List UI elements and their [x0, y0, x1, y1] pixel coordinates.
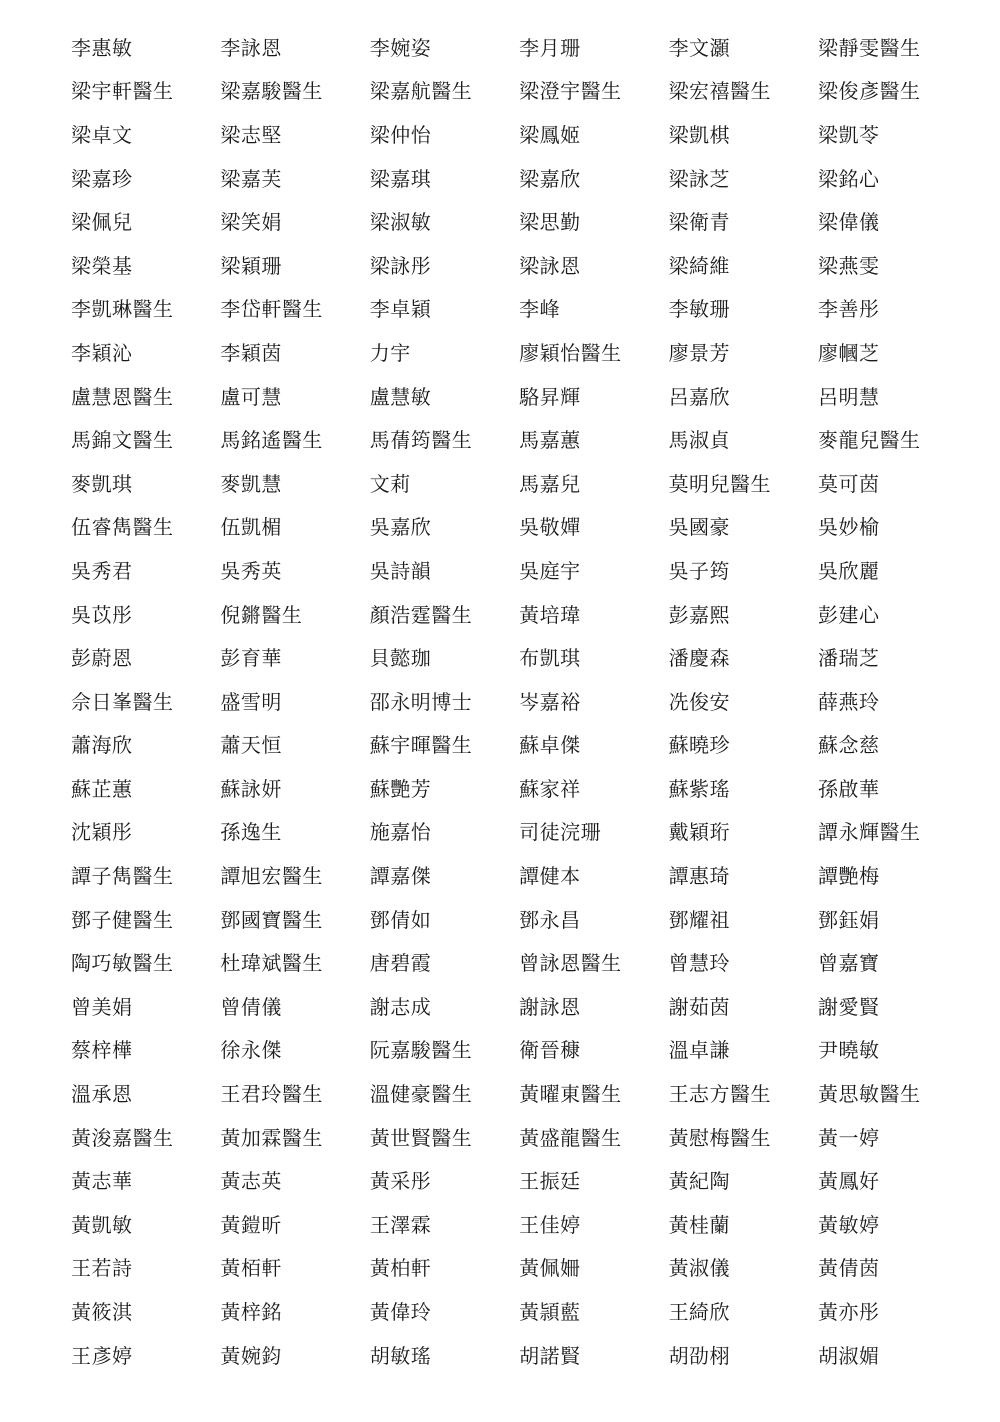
name-entry: 黃思敏醫生: [817, 1082, 921, 1107]
name-entry: 黃桂蘭: [668, 1212, 731, 1237]
name-entry: 鄧倩如: [369, 907, 432, 932]
name-entry: 馬銘遙醫生: [220, 428, 323, 453]
name-entry: 黃一婷: [817, 1125, 880, 1150]
name-entry: 孫逸生: [220, 820, 282, 845]
name-entry: 黃盛龍醫生: [519, 1125, 622, 1150]
name-entry: 彭蔚恩: [71, 646, 133, 671]
name-entry: 譚艷梅: [817, 864, 880, 889]
name-entry: 黃鳳好: [817, 1169, 880, 1194]
name-entry: 李婉姿: [369, 35, 432, 60]
name-entry: 梁俊彥醫生: [817, 79, 921, 104]
name-entry: 譚健本: [519, 864, 581, 889]
name-entry: 溫承恩: [71, 1082, 133, 1107]
name-entry: 黃培瑋: [519, 602, 581, 627]
name-entry: 黃紀陶: [668, 1169, 731, 1194]
name-entry: 黃曜東醫生: [519, 1082, 622, 1107]
name-entry: 梁宏禧醫生: [668, 79, 772, 104]
name-entry: 倪鏘醫生: [220, 602, 303, 627]
name-entry: 潘瑞芝: [817, 646, 880, 671]
name-entry: 黃志英: [220, 1169, 282, 1194]
name-entry: 黃梓銘: [220, 1300, 282, 1325]
name-entry: 鄧永昌: [519, 907, 581, 932]
name-entry: 梁宇軒醫生: [71, 79, 174, 104]
name-entry: 譚嘉傑: [369, 864, 432, 889]
name-entry: 李惠敏: [71, 35, 133, 60]
name-entry: 盧慧敏: [369, 384, 432, 409]
name-entry: 譚子雋醫生: [71, 864, 174, 889]
name-entry: 莫可茵: [817, 471, 880, 496]
name-entry: 梁淑敏: [369, 210, 432, 235]
name-entry: 黃筱淇: [71, 1300, 133, 1325]
name-entry: 蘇念慈: [817, 733, 880, 758]
name-entry: 阮嘉駿醫生: [369, 1038, 473, 1063]
name-entry: 吳敬嬋: [519, 515, 581, 540]
name-entry: 黃采彤: [369, 1169, 432, 1194]
name-entry: 黃慰梅醫生: [668, 1125, 772, 1150]
name-entry: 蘇芷蕙: [71, 776, 133, 801]
name-entry: 王志方醫生: [668, 1082, 772, 1107]
name-entry: 吳妙榆: [817, 515, 880, 540]
name-entry: 吳詩韻: [369, 558, 432, 583]
name-entry: 蘇家祥: [519, 776, 581, 801]
name-entry: 黃淑儀: [668, 1256, 731, 1281]
name-entry: 蘇曉珍: [668, 733, 731, 758]
name-entry: 胡淑媚: [817, 1343, 880, 1368]
name-entry: 梁嘉航醫生: [369, 79, 473, 104]
name-entry: 梁詠恩: [519, 253, 581, 278]
name-entry: 鄧耀祖: [668, 907, 731, 932]
name-entry: 黃浚嘉醫生: [71, 1125, 174, 1150]
name-entry: 黃凱敏: [71, 1212, 133, 1237]
name-entry: 王振廷: [519, 1169, 581, 1194]
name-entry: 李敏珊: [668, 297, 731, 322]
name-entry: 黃倩茵: [817, 1256, 880, 1281]
names-grid: [71, 26, 971, 1377]
name-entry: 吳欣麗: [817, 558, 880, 583]
name-entry: 黃頴藍: [519, 1300, 581, 1325]
name-entry: 蘇卓傑: [519, 733, 581, 758]
name-entry: 廖幗芝: [817, 340, 880, 365]
name-entry: 梁嘉欣: [519, 166, 581, 191]
name-entry: 吳庭宇: [519, 558, 581, 583]
name-entry: 曾慧玲: [668, 951, 731, 976]
name-entry: 王佳婷: [519, 1212, 581, 1237]
name-entry: 王澤霖: [369, 1212, 432, 1237]
name-entry: 黃偉玲: [369, 1300, 432, 1325]
name-entry: 梁嘉芙: [220, 166, 282, 191]
name-entry: 梁燕雯: [817, 253, 880, 278]
name-entry: 鄧子健醫生: [71, 907, 174, 932]
name-entry: 梁澄宇醫生: [519, 79, 622, 104]
name-entry: 胡諾賢: [519, 1343, 581, 1368]
name-entry: 黃加霖醫生: [220, 1125, 323, 1150]
name-entry: 李峰: [519, 297, 561, 322]
name-entry: 衛晉穅: [519, 1038, 581, 1063]
name-entry: 梁仲怡: [369, 122, 432, 147]
name-entry: 吳苡彤: [71, 602, 133, 627]
name-entry: 梁嘉珍: [71, 166, 133, 191]
name-entry: 鄧國寶醫生: [220, 907, 323, 932]
name-entry: 黃柏軒: [369, 1256, 432, 1281]
name-entry: 謝茹茵: [668, 994, 731, 1019]
name-entry: 譚惠琦: [668, 864, 731, 889]
name-entry: 陶巧敏醫生: [71, 951, 174, 976]
name-entry: 麥凱琪: [71, 471, 133, 496]
name-entry: 李詠恩: [220, 35, 282, 60]
name-entry: 廖穎怡醫生: [519, 340, 622, 365]
name-entry: 吳秀英: [220, 558, 282, 583]
name-entry: 黃敏婷: [817, 1212, 880, 1237]
name-entry: 吳嘉欣: [369, 515, 432, 540]
name-entry: 吳國豪: [668, 515, 731, 540]
name-entry: 蔡梓樺: [71, 1038, 133, 1063]
name-entry: 梁凱棋: [668, 122, 731, 147]
name-entry: 王君玲醫生: [220, 1082, 323, 1107]
name-entry: 王綺欣: [668, 1300, 731, 1325]
name-entry: 布凱琪: [519, 646, 581, 671]
name-entry: 梁卓文: [71, 122, 133, 147]
name-entry: 呂嘉欣: [668, 384, 731, 409]
name-entry: 李穎茵: [220, 340, 282, 365]
name-entry: 吳子筠: [668, 558, 731, 583]
name-entry: 梁佩兒: [71, 210, 133, 235]
name-entry: 麥凱慧: [220, 471, 282, 496]
name-entry: 王彥婷: [71, 1343, 133, 1368]
name-entry: 蘇詠妍: [220, 776, 282, 801]
name-entry: 施嘉怡: [369, 820, 432, 845]
name-entry: 譚永輝醫生: [817, 820, 921, 845]
name-entry: 黃志華: [71, 1169, 133, 1194]
name-entry: 曾美娟: [71, 994, 133, 1019]
name-entry: 黃佩姍: [519, 1256, 581, 1281]
name-entry: 李穎沁: [71, 340, 133, 365]
name-entry: 梁思勤: [519, 210, 581, 235]
name-entry: 蕭天恒: [220, 733, 282, 758]
name-entry: 梁詠彤: [369, 253, 432, 278]
name-entry: 梁嘉琪: [369, 166, 432, 191]
name-entry: 馬嘉蕙: [519, 428, 581, 453]
name-entry: 駱昇輝: [519, 384, 581, 409]
name-entry: 麥龍兒醫生: [817, 428, 921, 453]
name-entry: 溫健豪醫生: [369, 1082, 473, 1107]
name-entry: 杜瑋斌醫生: [220, 951, 323, 976]
name-entry: 謝愛賢: [817, 994, 880, 1019]
name-entry: 梁靜雯醫生: [817, 35, 921, 60]
name-entry: 戴穎珩: [668, 820, 731, 845]
name-entry: 謝詠恩: [519, 994, 581, 1019]
name-entry: 盧可慧: [220, 384, 282, 409]
name-entry: 薛燕玲: [817, 689, 880, 714]
name-entry: 曾嘉寶: [817, 951, 880, 976]
name-entry: 梁榮基: [71, 253, 133, 278]
name-entry: 吳秀君: [71, 558, 133, 583]
name-entry: 顏浩霆醫生: [369, 602, 473, 627]
name-entry: 廖景芳: [668, 340, 731, 365]
name-entry: 呂明慧: [817, 384, 880, 409]
name-entry: 馬蒨筠醫生: [369, 428, 473, 453]
name-entry: 盧慧恩醫生: [71, 384, 174, 409]
name-entry: 梁嘉駿醫生: [220, 79, 323, 104]
name-entry: 王若詩: [71, 1256, 133, 1281]
name-entry: 潘慶森: [668, 646, 731, 671]
name-entry: 唐碧霞: [369, 951, 432, 976]
name-entry: 胡敏瑤: [369, 1343, 432, 1368]
name-entry: 佘日峯醫生: [71, 689, 174, 714]
name-entry: 力宇: [369, 340, 411, 365]
name-entry: 黃世賢醫生: [369, 1125, 473, 1150]
name-entry: 冼俊安: [668, 689, 731, 714]
name-entry: 鄧鈺娟: [817, 907, 880, 932]
name-entry: 黃婉鈞: [220, 1343, 282, 1368]
name-entry: 貝懿珈: [369, 646, 432, 671]
name-entry: 梁鳳姬: [519, 122, 581, 147]
name-entry: 李月珊: [519, 35, 581, 60]
name-entry: 岑嘉裕: [519, 689, 581, 714]
name-entry: 李卓穎: [369, 297, 432, 322]
name-entry: 蘇紫瑤: [668, 776, 731, 801]
name-entry: 彭育華: [220, 646, 282, 671]
name-entry: 曾倩儀: [220, 994, 282, 1019]
name-entry: 梁衛青: [668, 210, 731, 235]
name-entry: 梁志堅: [220, 122, 282, 147]
name-entry: 馬嘉兒: [519, 471, 581, 496]
name-entry: 馬淑貞: [668, 428, 731, 453]
name-entry: 黃亦彤: [817, 1300, 880, 1325]
name-entry: 李文灝: [668, 35, 731, 60]
name-entry: 謝志成: [369, 994, 432, 1019]
name-entry: 徐永傑: [220, 1038, 282, 1063]
name-entry: 彭嘉熙: [668, 602, 731, 627]
name-entry: 李岱軒醫生: [220, 297, 323, 322]
name-entry: 沈穎彤: [71, 820, 133, 845]
name-entry: 邵永明博士: [369, 689, 473, 714]
name-entry: 伍睿雋醫生: [71, 515, 174, 540]
name-entry: 梁穎珊: [220, 253, 282, 278]
name-entry: 梁凱苓: [817, 122, 880, 147]
name-entry: 梁笑娟: [220, 210, 282, 235]
name-entry: 梁詠芝: [668, 166, 731, 191]
name-entry: 李凱琳醫生: [71, 297, 174, 322]
name-entry: 譚旭宏醫生: [220, 864, 323, 889]
name-entry: 黃栢軒: [220, 1256, 282, 1281]
name-entry: 文莉: [369, 471, 411, 496]
name-entry: 蘇宇暉醫生: [369, 733, 473, 758]
name-entry: 馬錦文醫生: [71, 428, 174, 453]
name-entry: 莫明兒醫生: [668, 471, 772, 496]
name-entry: 蘇艷芳: [369, 776, 432, 801]
name-entry: 蕭海欣: [71, 733, 133, 758]
name-entry: 李善彤: [817, 297, 880, 322]
name-entry: 溫卓謙: [668, 1038, 731, 1063]
name-entry: 盛雪明: [220, 689, 282, 714]
name-entry: 彭建心: [817, 602, 880, 627]
name-entry: 司徒浣珊: [519, 820, 602, 845]
name-entry: 尹曉敏: [817, 1038, 880, 1063]
name-entry: 孫啟華: [817, 776, 880, 801]
name-entry: 梁偉儀: [817, 210, 880, 235]
name-entry: 梁綺維: [668, 253, 731, 278]
name-entry: 黃鎧昕: [220, 1212, 282, 1237]
name-entry: 梁銘心: [817, 166, 880, 191]
name-entry: 曾詠恩醫生: [519, 951, 622, 976]
name-entry: 胡劭栩: [668, 1343, 731, 1368]
name-entry: 伍凱楣: [220, 515, 282, 540]
